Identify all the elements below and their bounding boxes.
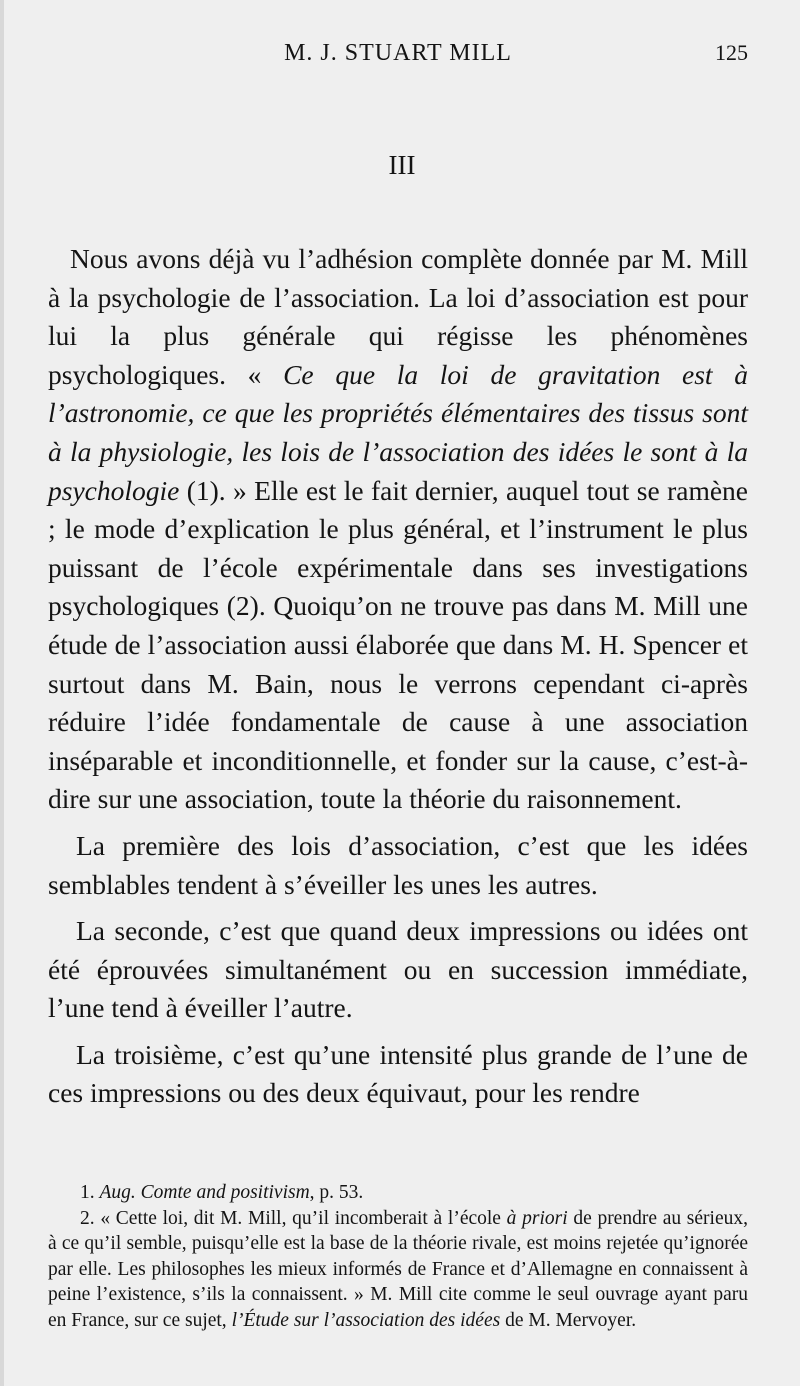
page-header	[48, 36, 748, 72]
paragraph-1-text-a: Nous avons déjà vu l’adhésion complète donnée par M. Mill à la psychologie de l’association. La loi d’association est pour lui la plus générale qui régisse les phénomènes psychologiques. «	[48, 243, 748, 390]
running-head: M. J. STUART MILL	[284, 40, 512, 66]
footnote-2-italic-2: l’Étude sur l’association des idées	[231, 1309, 501, 1331]
paragraph-4: La troisième, c’est qu’une intensité plus grande de l’une de ces impressions ou des deux équivaut, pour les rendre	[48, 1038, 748, 1109]
footnote-2-italic-1: à priori	[506, 1207, 568, 1229]
footnote-2-text-b: de prendre au sérieux, à ce qu’il semble, puisqu’elle est la base de la théorie rivale, est moins rejetée qu’ignorée par elle. Les philosophes les mieux informés de France et d’Allemagne en connaissent à peine l’existence, s’ils la connaissent. » M. Mill cite comme le seul ouvrage ayant paru en France, sur ce sujet,	[48, 1207, 748, 1331]
body-text	[48, 240, 748, 1121]
footnote-1	[48, 1180, 748, 1206]
paragraph-1-quote: Ce que la loi de gravitation est à l’astronomie, ce que les propriétés élémentaires des tissus sont à la physiologie, les lois de l’association des idées le sont à la psychologie	[48, 358, 748, 506]
section-heading: III	[388, 150, 416, 180]
paragraph-1-text-b: (1). » Elle est le fait dernier, auquel tout se ramène ; le mode d’explication le plus général, et l’instrument le plus puissant de l’école expérimentale dans ses investigations psychologiques (2). Quoiqu’on ne trouve pas dans M. Mill une étude de l’association aussi élaborée que dans M. H. Spencer et surtout dans M. Bain, nous le verrons cependant ci-après réduire l’idée fondamentale de cause à une association inséparable et inconditionnelle, et fonder sur la cause, c’est-à-dire sur une association, toute la théorie du raisonnement.	[48, 474, 748, 815]
footnote-2-text-a: 2. « Cette loi, dit M. Mill, qu’il incomberait à l’école	[80, 1207, 507, 1229]
footnote-1-number: 1.	[80, 1182, 100, 1203]
footnote-2	[48, 1206, 748, 1334]
footnotes	[48, 1180, 748, 1333]
paragraph-2: La première des lois d’association, c’est que les idées semblables tendent à s’éveiller les unes les autres.	[48, 829, 748, 900]
footnote-1-title: Aug. Comte and positivism	[99, 1182, 310, 1203]
footnote-1-rest: , p. 53.	[309, 1182, 364, 1203]
page-number: 125	[715, 40, 748, 65]
footnote-2-text-c: de M. Mervoyer.	[500, 1309, 637, 1331]
paragraph-3: La seconde, c’est que quand deux impressions ou idées ont été éprouvées simultanément ou en succession immédiate, l’une tend à éveiller l’autre.	[48, 915, 748, 1024]
paragraph-1	[48, 240, 748, 819]
